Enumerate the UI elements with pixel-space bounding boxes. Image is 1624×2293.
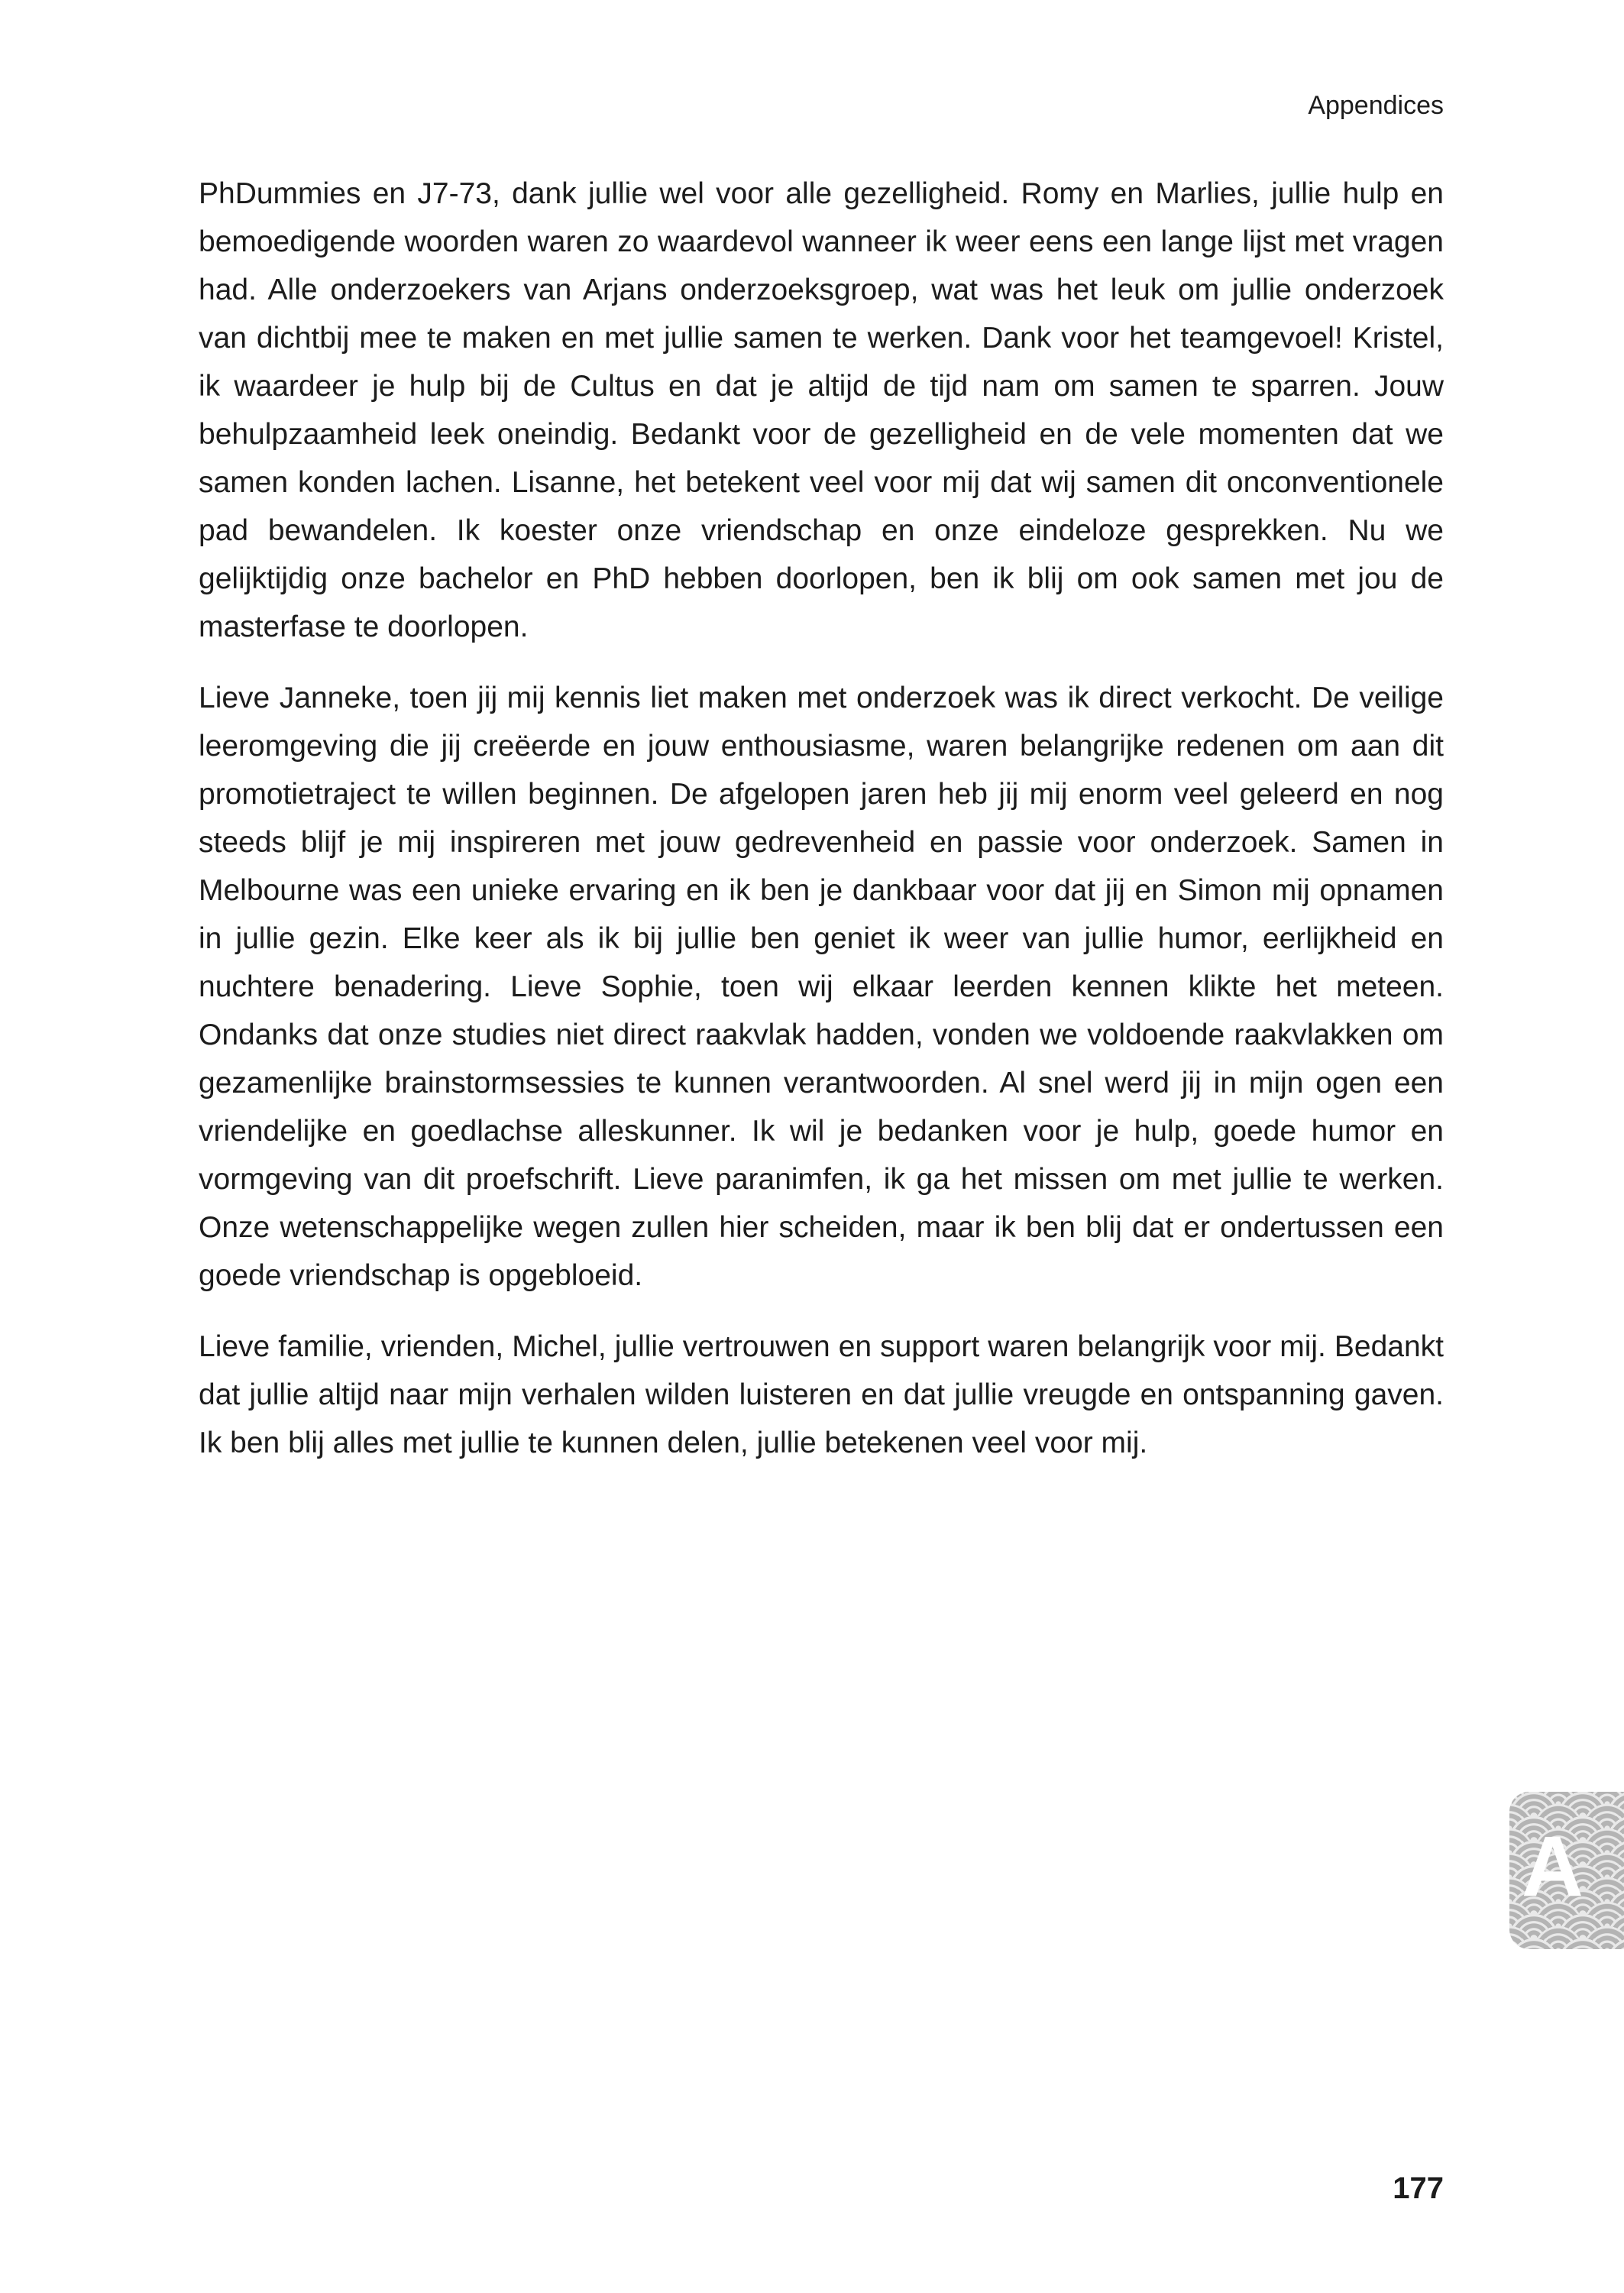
appendix-section-tab [1509,1792,1624,1949]
appendix-tab-letter: A [1522,1819,1584,1915]
body-text-block [199,170,1444,1490]
paragraph-acknowledgement-paranymphs: Lieve Janneke, toen jij mij kennis liet maken met onderzoek was ik direct verkocht. De veilige leeromgeving die jij creëerde en jouw enthousiasme, waren belangrijke redenen om aan dit promotietraject te willen beginnen. De afgelopen jaren heb jij mij enorm veel geleerd en nog steeds blijf je mij inspireren met jouw gedrevenheid en passie voor onderzoek. Samen in Melbourne was een unieke ervaring en ik ben je dankbaar voor dat jij en Simon mij opnamen in jullie gezin. Elke keer als ik bij jullie ben geniet ik weer van jullie humor, eerlijkheid en nuchtere benadering. Lieve Sophie, toen wij elkaar leerden kennen klikte het meteen. Ondanks dat onze studies niet direct raakvlak hadden, vonden we voldoende raakvlakken om gezamenlijke brainstormsessies te kunnen verantwoorden. Al snel werd jij in mijn ogen een vriendelijke en goedlachse alleskunner. Ik wil je bedanken voor je hulp, goede humor en vormgeving van dit proefschrift. Lieve paranimfen, ik ga het missen om met jullie te werken. Onze wetenschappelijke wegen zullen hier scheiden, maar ik ben blij dat er ondertussen een goede vriendschap is opgebloeid. [199,682,1444,1292]
paragraph-acknowledgement-colleagues: PhDummies en J7-73, dank jullie wel voor alle gezelligheid. Romy en Marlies, jullie hulp en bemoedigende woorden waren zo waardevol wanneer ik weer eens een lange lijst met vragen had. Alle onderzoekers van Arjans onderzoeksgroep, wat was het leuk om jullie onderzoek van dichtbij mee te maken en met jullie samen te werken. Dank voor het teamgevoel! Kristel, ik waardeer je hulp bij de Cultus en dat je altijd de tijd nam om samen te sparren. Jouw behulpzaamheid leek oneindig. Bedankt voor de gezelligheid en de vele momenten dat we samen konden lachen. Lisanne, het betekent veel voor mij dat wij samen dit onconventionele pad bewandelen. Ik koester onze vriendschap en onze eindeloze gesprekken. Nu we gelijktijdig onze bachelor en PhD hebben doorlopen, ben ik blij om ook samen met jou de masterfase te doorlopen. [199,177,1444,643]
page-number: 177 [1393,2172,1444,2205]
running-header: Appendices [1308,91,1444,120]
paragraph-acknowledgement-family: Lieve familie, vrienden, Michel, jullie vertrouwen en support waren belangrijk voor mij. Bedankt dat jullie altijd naar mijn verhalen wilden luisteren en dat jullie vreugde en ontspanning gaven. Ik ben blij alles met jullie te kunnen delen, jullie betekenen veel voor mij. [199,1330,1444,1459]
